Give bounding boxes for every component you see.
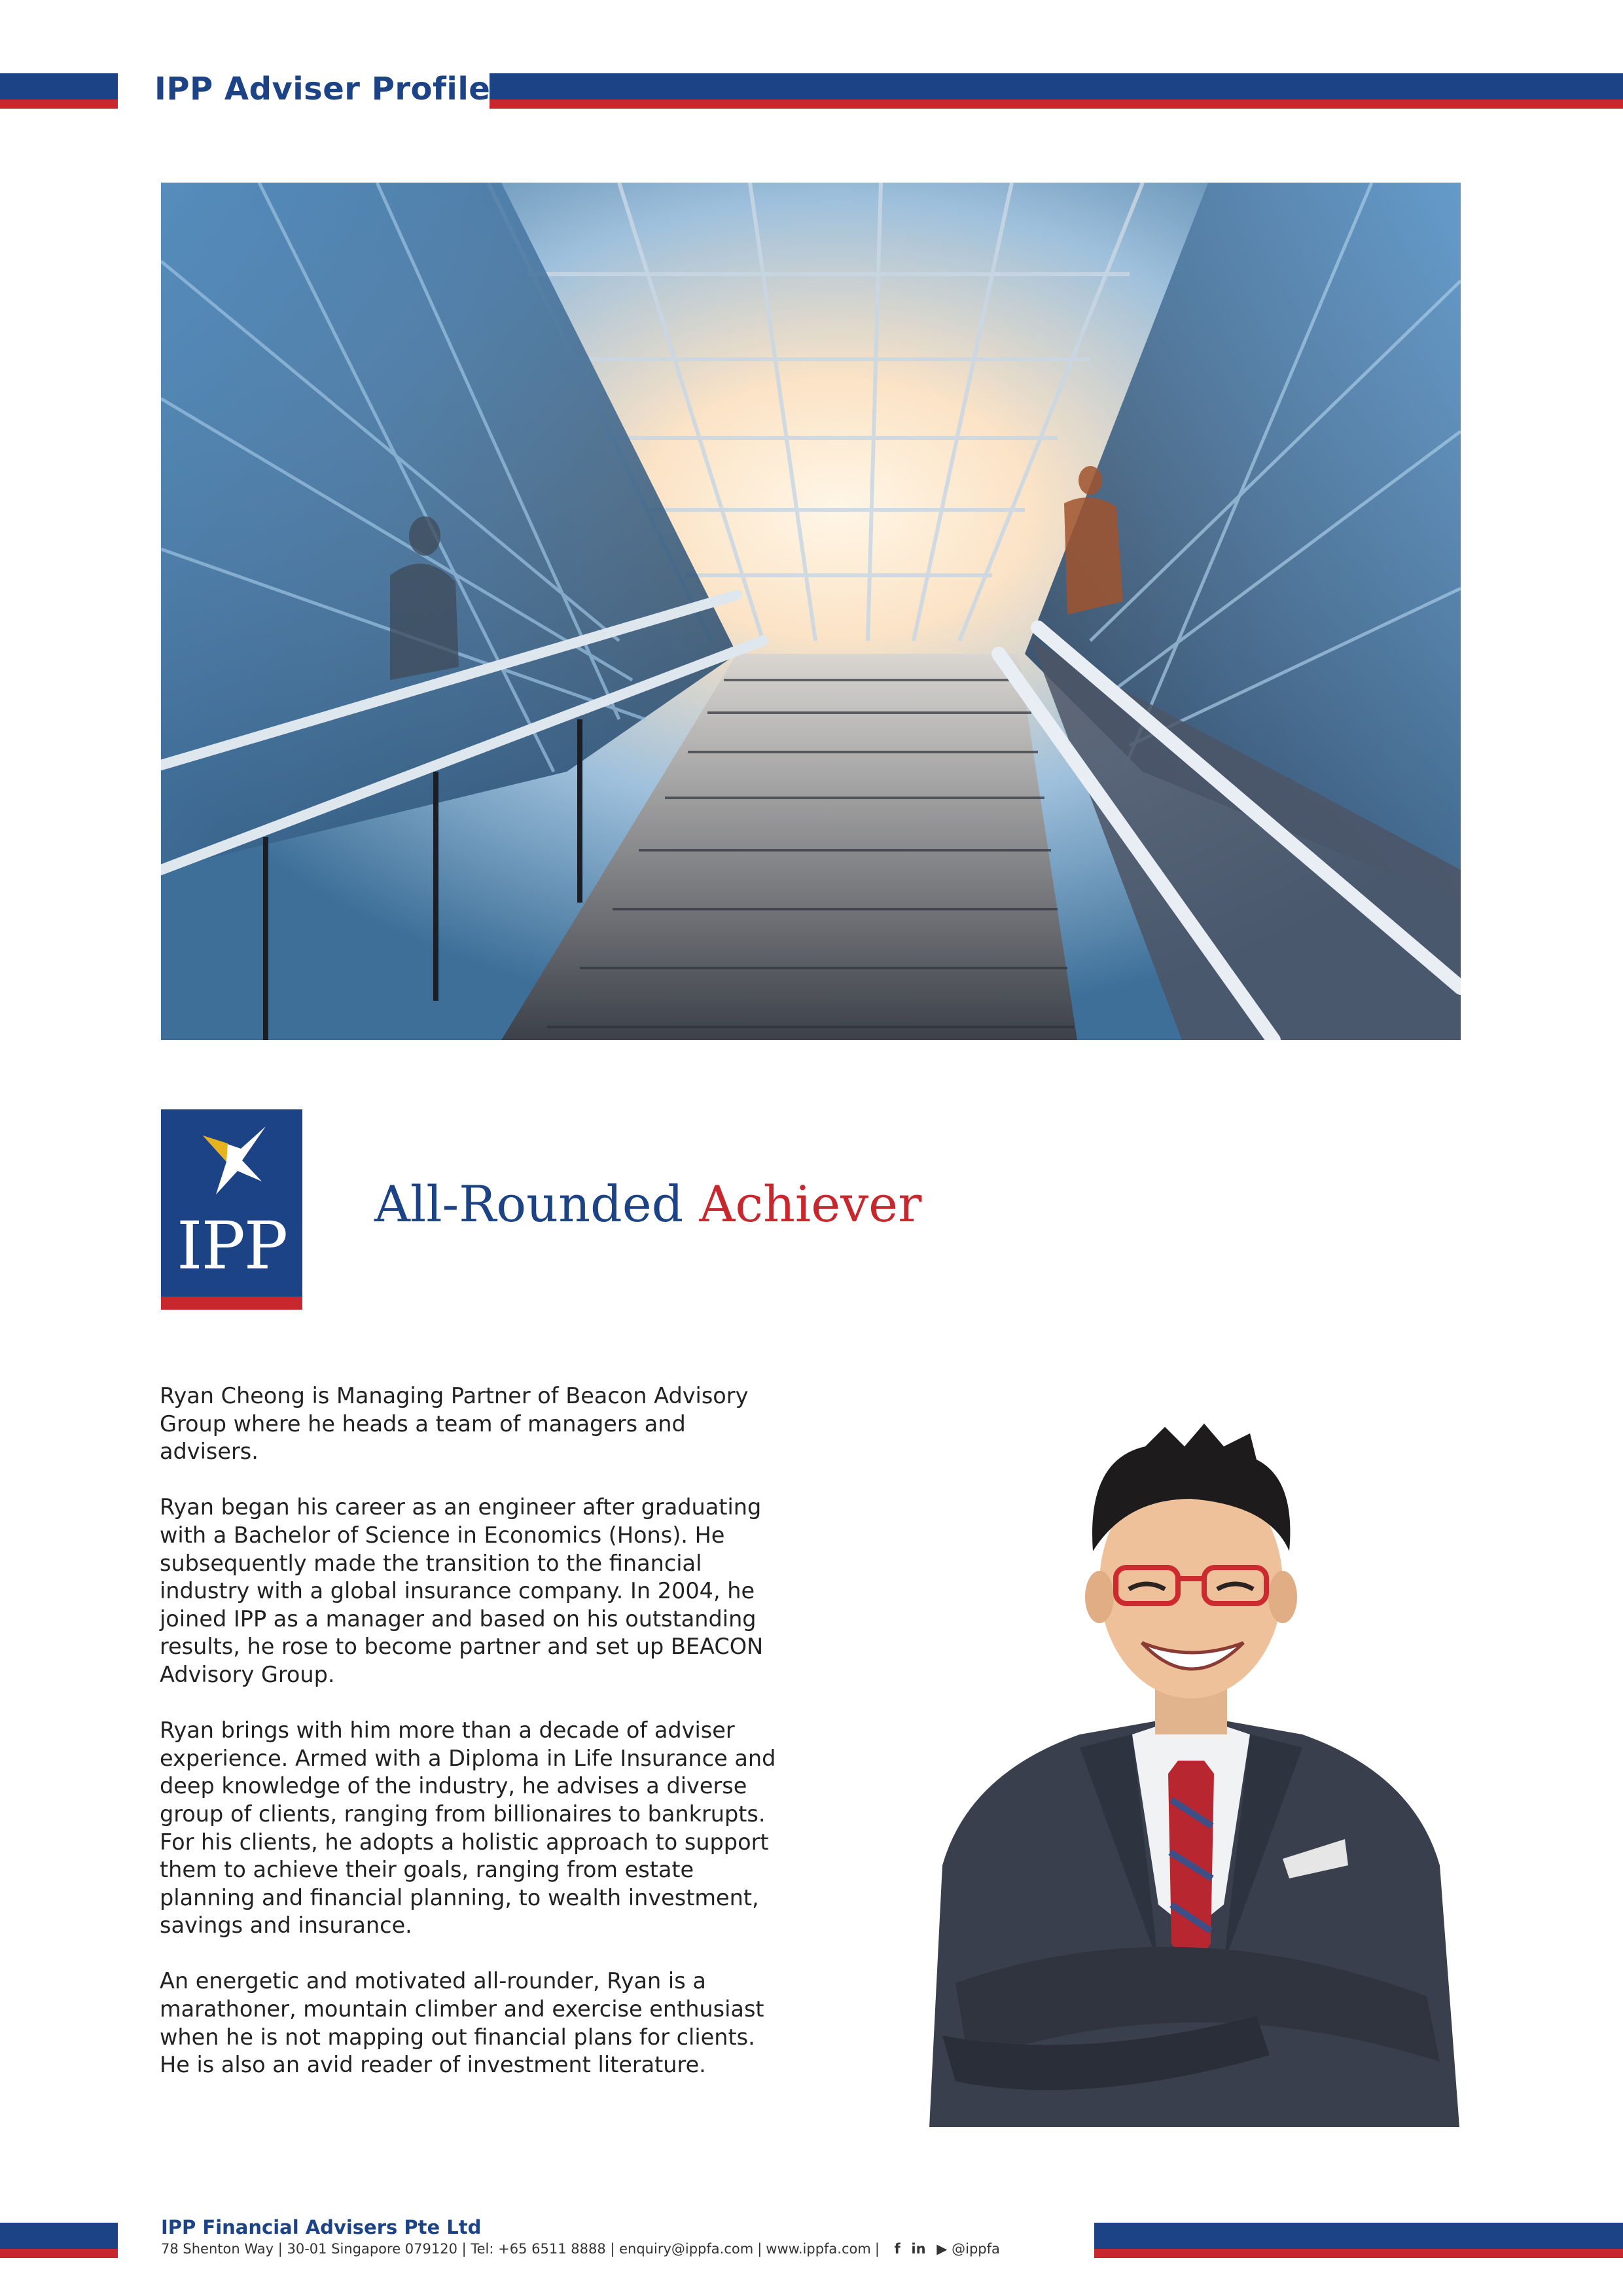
tagline-part-1: All-Rounded bbox=[374, 1175, 684, 1233]
bio-paragraph: Ryan brings with him more than a decade of adviser experience. Armed with a Diploma in Life Insurance and deep knowledge of the industry, he advises a diverse group of clients, ranging from billionaires to bankrupts. For his clients, he adopts a holistic approach to support them to achieve their goals, ranging from estate planning and financial planning, to wealth investment, savings and insurance. bbox=[160, 1717, 776, 1939]
hero-photo bbox=[161, 183, 1461, 1040]
footer-address: 78 Shenton Way | 30-01 Singapore 079120 | Tel: +65 6511 8888 | enquiry@ippfa.com bbox=[161, 2241, 754, 2257]
bio-paragraph: Ryan Cheong is Managing Partner of Beacon Advisory Group where he heads a team of managers and advisers. bbox=[160, 1383, 749, 1465]
footer-company: IPP Financial Advisers Pte Ltd bbox=[161, 2216, 482, 2238]
header-bar-left bbox=[0, 73, 118, 109]
adviser-portrait-icon bbox=[916, 1407, 1466, 2127]
youtube-icon[interactable]: ▶ bbox=[936, 2241, 948, 2257]
tagline-part-2: Achiever bbox=[699, 1175, 922, 1233]
star-bird-logo-icon bbox=[202, 1124, 267, 1196]
footer-website-link[interactable]: www.ippfa.com bbox=[766, 2241, 871, 2257]
header-bar-right bbox=[490, 73, 1623, 109]
ipp-logo bbox=[161, 1109, 302, 1310]
bio-paragraph: An energetic and motivated all-rounder, Ryan is a marathoner, mountain climber and exercise enthusiast when he is not mapping out financial plans for clients. He is also an avid reader of investment literature. bbox=[160, 1968, 764, 2078]
footer-bar-left bbox=[0, 2223, 118, 2258]
logo-text: IPP bbox=[176, 1208, 287, 1284]
footer-bar-right bbox=[1094, 2223, 1623, 2258]
footer-contact: 78 Shenton Way | 30-01 Singapore 079120 | Tel: +65 6511 8888 | enquiry@ippfa.com | www.ippfa.com | f in ▶ @ippfa bbox=[161, 2241, 1000, 2257]
adviser-portrait bbox=[916, 1407, 1466, 2127]
page-title: IPP Adviser Profile bbox=[154, 71, 491, 107]
escalator-stairs-photo-icon bbox=[161, 183, 1461, 1040]
linkedin-icon[interactable]: in bbox=[911, 2241, 926, 2257]
biography bbox=[160, 1382, 788, 2107]
facebook-icon[interactable]: f bbox=[894, 2241, 901, 2257]
social-handle[interactable]: @ippfa bbox=[952, 2241, 1000, 2257]
bio-paragraph: Ryan began his career as an engineer after graduating with a Bachelor of Science in Economics (Hons). He subsequently made the transition to the financial industry with a global insurance company. In 2004, he joined IPP as a manager and based on his outstanding results, he rose to become partner and set up BEACON Advisory Group. bbox=[160, 1494, 764, 1687]
logo-red-stripe bbox=[161, 1297, 302, 1310]
tagline bbox=[374, 1175, 921, 1233]
